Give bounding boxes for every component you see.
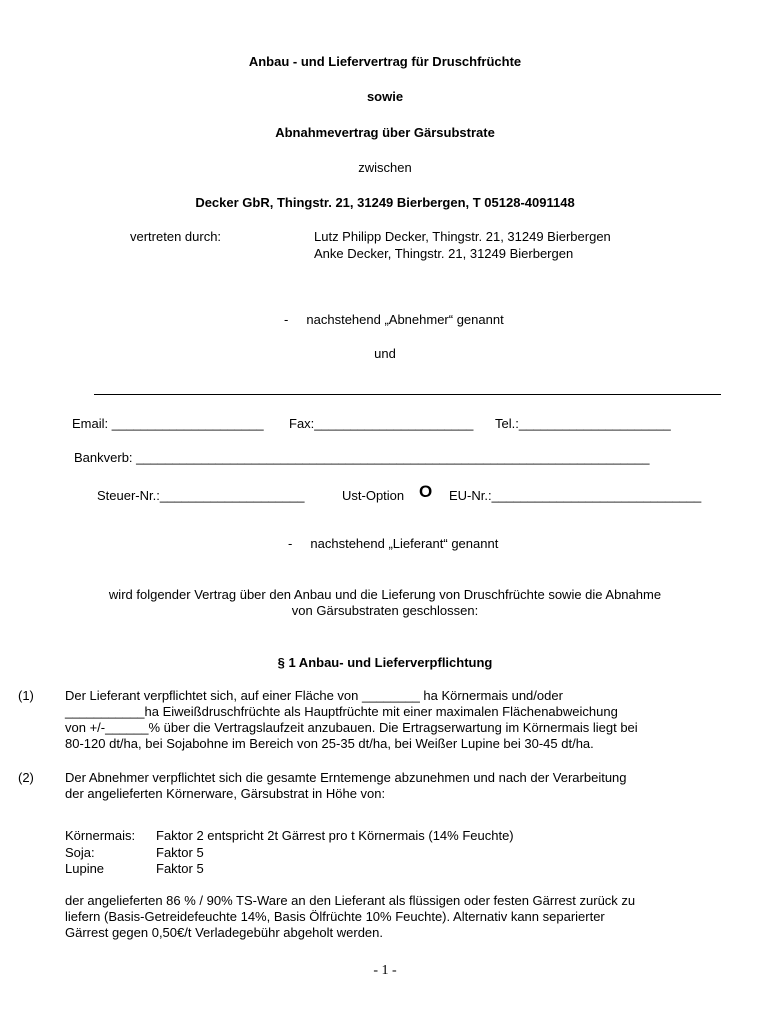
and-label: und: [374, 346, 396, 361]
factor-value-maize: Faktor 2 entspricht 2t Gärrest pro t Körnermais (14% Feuchte): [156, 828, 514, 843]
factor-crop-soy: Soja:: [65, 845, 95, 860]
paragraph-1-line-1: Der Lieferant verpflichtet sich, auf einer Fläche von ________ ha Körnermais und/oder: [65, 688, 563, 703]
paragraph-1-number: (1): [18, 688, 34, 703]
representative-1: Lutz Philipp Decker, Thingstr. 21, 31249 Bierbergen: [314, 229, 611, 244]
document-title-connector: sowie: [366, 89, 404, 104]
paragraph-1-line-4: 80-120 dt/ha, bei Sojabohne im Bereich von 25-35 dt/ha, bei Weißer Lupine bei 30-45 dt/ha.: [65, 736, 594, 751]
document-title: Anbau - und Liefervertrag für Druschfrüchte: [248, 54, 522, 69]
contract-intro-line-1: wird folgender Vertrag über den Anbau und die Lieferung von Druschfrüchte sowie die Abnahme: [108, 587, 662, 602]
email-field[interactable]: Email: _____________________: [72, 416, 264, 431]
buyer-designation: - nachstehend „Abnehmer“ genannt: [284, 312, 504, 327]
page-number: - 1 -: [373, 963, 397, 978]
paragraph-2-line-1: Der Abnehmer verpflichtet sich die gesamte Erntemenge abzunehmen und nach der Verarbeitung: [65, 770, 627, 785]
factor-value-lupine: Faktor 5: [156, 861, 204, 876]
paragraph-1-line-2: ___________ha Eiweißdruschfrüchte als Hauptfrüchte mit einer maximalen Flächenabweichung: [65, 704, 618, 719]
paragraph-3-line-2: liefern (Basis-Getreidefeuchte 14%, Basis Ölfrüchte 10% Feuchte). Alternativ kann separierter: [65, 909, 605, 924]
represented-by-label: vertreten durch:: [130, 229, 222, 244]
supplier-designation: - nachstehend „Lieferant“ genannt: [288, 536, 499, 551]
factor-crop-maize: Körnermais:: [65, 828, 136, 843]
eu-number-field[interactable]: EU-Nr.:_____________________________: [449, 488, 702, 503]
supplier-name-line[interactable]: [94, 394, 721, 395]
vat-option-checkbox[interactable]: O: [419, 482, 433, 501]
paragraph-2-line-2: der angelieferten Körnerware, Gärsubstrat in Höhe von:: [65, 786, 386, 801]
section-1-heading: § 1 Anbau- und Lieferverpflichtung: [277, 655, 493, 670]
between-label: zwischen: [358, 160, 412, 175]
bank-field[interactable]: Bankverb: _______________________________________________________________________: [74, 450, 650, 465]
tel-field[interactable]: Tel.:_____________________: [495, 416, 671, 431]
paragraph-2-number: (2): [18, 770, 34, 785]
vat-option-label: Ust-Option: [342, 488, 405, 503]
document-subtitle: Abnahmevertrag über Gärsubstrate: [275, 125, 495, 140]
tax-number-field[interactable]: Steuer-Nr.:____________________: [97, 488, 305, 503]
paragraph-1-line-3: von +/-______% über die Vertragslaufzeit anzubauen. Die Ertragserwartung im Körnermais liegt bei: [65, 720, 638, 735]
party-buyer: Decker GbR, Thingstr. 21, 31249 Bierbergen, T 05128-4091148: [195, 195, 575, 210]
paragraph-3-line-3: Gärrest gegen 0,50€/t Verladegebühr abgeholt werden.: [65, 925, 384, 940]
representative-2: Anke Decker, Thingstr. 21, 31249 Bierbergen: [314, 246, 574, 261]
contract-intro-line-2: von Gärsubstraten geschlossen:: [291, 603, 479, 618]
fax-field[interactable]: Fax:______________________: [289, 416, 474, 431]
factor-value-soy: Faktor 5: [156, 845, 204, 860]
factor-crop-lupine: Lupine: [65, 861, 105, 876]
paragraph-3-line-1: der angelieferten 86 % / 90% TS-Ware an den Lieferant als flüssigen oder festen Gärrest zurück zu: [65, 893, 636, 908]
